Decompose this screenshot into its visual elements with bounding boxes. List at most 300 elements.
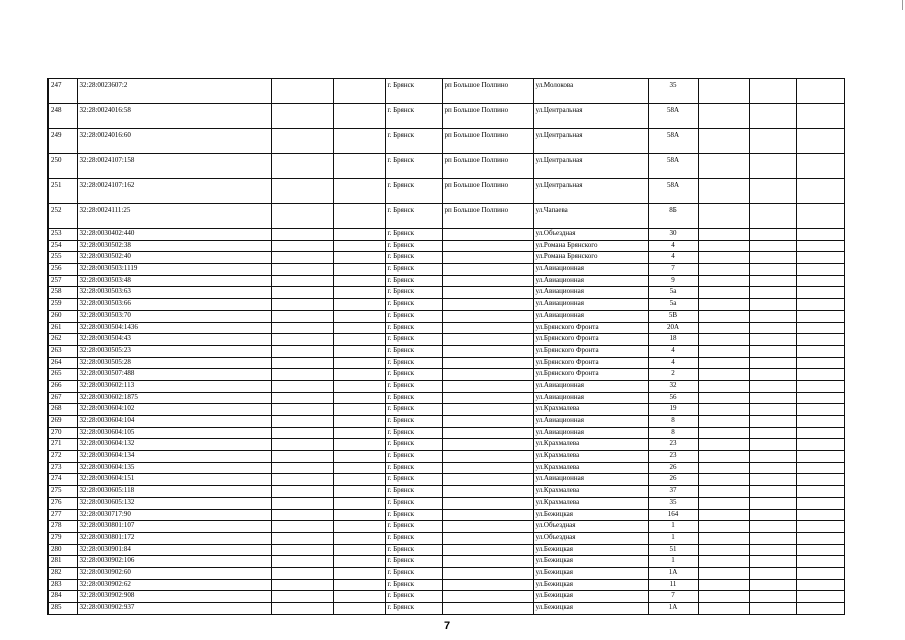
house-number-cell: 1А: [648, 603, 698, 615]
row-index-cell: 274: [48, 474, 77, 486]
cadastral-number-cell: 32:28:0030503:66: [77, 299, 271, 311]
city-cell: г. Брянск: [385, 357, 442, 369]
table-row: [48, 451, 844, 463]
blank-col-3-cell: [271, 154, 333, 179]
city-cell: г. Брянск: [385, 567, 442, 579]
row-index-cell: 265: [48, 369, 77, 381]
blank-col-4-cell: [333, 334, 385, 346]
row-index-cell: 262: [48, 334, 77, 346]
blank-col-10-cell: [749, 229, 796, 241]
row-index-cell: 277: [48, 509, 77, 521]
street-cell: ул.Брянского Фронта: [533, 345, 648, 357]
city-cell: г. Брянск: [385, 509, 442, 521]
blank-col-3-cell: [271, 439, 333, 451]
blank-col-11-cell: [796, 229, 844, 241]
house-number-cell: 5а: [648, 299, 698, 311]
city-cell: г. Брянск: [385, 275, 442, 287]
blank-col-4-cell: [333, 416, 385, 428]
settlement-cell: [442, 275, 533, 287]
row-index-cell: 285: [48, 603, 77, 615]
blank-col-10-cell: [749, 129, 796, 154]
blank-col-9-cell: [698, 486, 749, 498]
blank-col-3-cell: [271, 427, 333, 439]
house-number-cell: 32: [648, 380, 698, 392]
row-index-cell: 281: [48, 556, 77, 568]
city-cell: г. Брянск: [385, 521, 442, 533]
city-cell: г. Брянск: [385, 416, 442, 428]
blank-col-4-cell: [333, 299, 385, 311]
table-row: [48, 357, 844, 369]
city-cell: г. Брянск: [385, 380, 442, 392]
blank-col-11-cell: [796, 404, 844, 416]
blank-col-3-cell: [271, 603, 333, 615]
blank-col-9-cell: [698, 287, 749, 299]
blank-col-4-cell: [333, 357, 385, 369]
blank-col-9-cell: [698, 439, 749, 451]
blank-col-9-cell: [698, 579, 749, 591]
blank-col-9-cell: [698, 567, 749, 579]
blank-col-10-cell: [749, 392, 796, 404]
blank-col-9-cell: [698, 322, 749, 334]
row-index-cell: 266: [48, 380, 77, 392]
row-index-cell: 263: [48, 345, 77, 357]
row-index-cell: 273: [48, 462, 77, 474]
street-cell: ул.Авиационная: [533, 392, 648, 404]
blank-col-11-cell: [796, 179, 844, 204]
city-cell: г. Брянск: [385, 474, 442, 486]
blank-col-3-cell: [271, 509, 333, 521]
blank-col-4-cell: [333, 229, 385, 241]
city-cell: г. Брянск: [385, 79, 442, 104]
blank-col-4-cell: [333, 509, 385, 521]
cadastral-number-cell: 32:28:0030502:38: [77, 240, 271, 252]
house-number-cell: 11: [648, 579, 698, 591]
house-number-cell: 7: [648, 264, 698, 276]
table-row: [48, 392, 844, 404]
blank-col-10-cell: [749, 104, 796, 129]
blank-col-11-cell: [796, 310, 844, 322]
house-number-cell: 37: [648, 486, 698, 498]
blank-col-9-cell: [698, 603, 749, 615]
street-cell: ул.Бежицкая: [533, 509, 648, 521]
table-row: [48, 79, 844, 104]
blank-col-10-cell: [749, 154, 796, 179]
cadastral-number-cell: 32:28:0030602:1875: [77, 392, 271, 404]
city-cell: г. Брянск: [385, 252, 442, 264]
settlement-cell: рп Большое Полпино: [442, 154, 533, 179]
blank-col-4-cell: [333, 345, 385, 357]
row-index-cell: 268: [48, 404, 77, 416]
settlement-cell: [442, 392, 533, 404]
blank-col-3-cell: [271, 567, 333, 579]
blank-col-11-cell: [796, 486, 844, 498]
blank-col-11-cell: [796, 451, 844, 463]
blank-col-11-cell: [796, 556, 844, 568]
blank-col-11-cell: [796, 287, 844, 299]
row-index-cell: 279: [48, 532, 77, 544]
blank-col-3-cell: [271, 544, 333, 556]
blank-col-11-cell: [796, 240, 844, 252]
city-cell: г. Брянск: [385, 204, 442, 229]
blank-col-3-cell: [271, 404, 333, 416]
settlement-cell: [442, 462, 533, 474]
blank-col-9-cell: [698, 229, 749, 241]
street-cell: ул.Авиационная: [533, 299, 648, 311]
blank-col-3-cell: [271, 392, 333, 404]
table-row: [48, 556, 844, 568]
blank-col-10-cell: [749, 404, 796, 416]
row-index-cell: 256: [48, 264, 77, 276]
cadastral-number-cell: 32:28:0030604:135: [77, 462, 271, 474]
blank-col-9-cell: [698, 556, 749, 568]
city-cell: г. Брянск: [385, 104, 442, 129]
house-number-cell: 30: [648, 229, 698, 241]
blank-col-9-cell: [698, 416, 749, 428]
blank-col-11-cell: [796, 357, 844, 369]
table-row: [48, 416, 844, 428]
blank-col-9-cell: [698, 462, 749, 474]
cadastral-number-cell: 32:28:0030602:113: [77, 380, 271, 392]
house-number-cell: 19: [648, 404, 698, 416]
blank-col-10-cell: [749, 369, 796, 381]
street-cell: ул.Объездная: [533, 521, 648, 533]
row-index-cell: 249: [48, 129, 77, 154]
settlement-cell: [442, 427, 533, 439]
blank-col-10-cell: [749, 544, 796, 556]
blank-col-11-cell: [796, 474, 844, 486]
settlement-cell: [442, 252, 533, 264]
city-cell: г. Брянск: [385, 427, 442, 439]
blank-col-9-cell: [698, 104, 749, 129]
settlement-cell: рп Большое Полпино: [442, 79, 533, 104]
house-number-cell: 4: [648, 357, 698, 369]
blank-col-3-cell: [271, 380, 333, 392]
blank-col-11-cell: [796, 579, 844, 591]
city-cell: г. Брянск: [385, 532, 442, 544]
blank-col-11-cell: [796, 322, 844, 334]
row-index-cell: 284: [48, 591, 77, 603]
row-index-cell: 267: [48, 392, 77, 404]
cadastral-number-cell: 32:28:0030604:134: [77, 451, 271, 463]
row-index-cell: 269: [48, 416, 77, 428]
table-row: [48, 404, 844, 416]
cadastral-number-cell: 32:28:0030507:488: [77, 369, 271, 381]
table-row: [48, 532, 844, 544]
settlement-cell: [442, 532, 533, 544]
blank-col-3-cell: [271, 179, 333, 204]
row-index-cell: 250: [48, 154, 77, 179]
settlement-cell: рп Большое Полпино: [442, 179, 533, 204]
city-cell: г. Брянск: [385, 299, 442, 311]
street-cell: ул.Авиационная: [533, 380, 648, 392]
blank-col-4-cell: [333, 532, 385, 544]
city-cell: г. Брянск: [385, 603, 442, 615]
blank-col-10-cell: [749, 579, 796, 591]
blank-col-9-cell: [698, 345, 749, 357]
blank-col-11-cell: [796, 264, 844, 276]
blank-col-10-cell: [749, 416, 796, 428]
settlement-cell: [442, 521, 533, 533]
settlement-cell: [442, 369, 533, 381]
blank-col-4-cell: [333, 322, 385, 334]
cadastral-number-cell: 32:28:0024107:158: [77, 154, 271, 179]
street-cell: ул.Брянского Фронта: [533, 334, 648, 346]
street-cell: ул.Авиационная: [533, 264, 648, 276]
house-number-cell: 7: [648, 591, 698, 603]
blank-col-3-cell: [271, 345, 333, 357]
blank-col-9-cell: [698, 532, 749, 544]
blank-col-3-cell: [271, 416, 333, 428]
blank-col-4-cell: [333, 369, 385, 381]
blank-col-9-cell: [698, 334, 749, 346]
blank-col-11-cell: [796, 392, 844, 404]
blank-col-10-cell: [749, 275, 796, 287]
house-number-cell: 23: [648, 439, 698, 451]
row-index-cell: 261: [48, 322, 77, 334]
city-cell: г. Брянск: [385, 287, 442, 299]
blank-col-4-cell: [333, 392, 385, 404]
blank-col-3-cell: [271, 451, 333, 463]
row-index-cell: 259: [48, 299, 77, 311]
blank-col-11-cell: [796, 275, 844, 287]
blank-col-4-cell: [333, 474, 385, 486]
street-cell: ул.Объездная: [533, 229, 648, 241]
table-row: [48, 229, 844, 241]
page-number: 7: [444, 620, 451, 632]
blank-col-4-cell: [333, 404, 385, 416]
blank-col-10-cell: [749, 521, 796, 533]
blank-col-10-cell: [749, 179, 796, 204]
row-index-cell: 282: [48, 567, 77, 579]
row-index-cell: 271: [48, 439, 77, 451]
blank-col-4-cell: [333, 380, 385, 392]
blank-col-3-cell: [271, 264, 333, 276]
city-cell: г. Брянск: [385, 497, 442, 509]
blank-col-4-cell: [333, 154, 385, 179]
cadastral-number-cell: 32:28:0030902:908: [77, 591, 271, 603]
cadastral-number-cell: 32:28:0030503:48: [77, 275, 271, 287]
house-number-cell: 164: [648, 509, 698, 521]
blank-col-10-cell: [749, 486, 796, 498]
blank-col-10-cell: [749, 310, 796, 322]
settlement-cell: [442, 474, 533, 486]
blank-col-3-cell: [271, 129, 333, 154]
cadastral-number-cell: 32:28:0024016:60: [77, 129, 271, 154]
table-row: [48, 521, 844, 533]
blank-col-3-cell: [271, 369, 333, 381]
blank-col-4-cell: [333, 129, 385, 154]
blank-col-4-cell: [333, 486, 385, 498]
blank-col-3-cell: [271, 104, 333, 129]
table-row: [48, 204, 844, 229]
blank-col-9-cell: [698, 392, 749, 404]
row-index-cell: 248: [48, 104, 77, 129]
blank-col-10-cell: [749, 240, 796, 252]
settlement-cell: [442, 229, 533, 241]
table-row: [48, 154, 844, 179]
street-cell: ул.Бежицкая: [533, 567, 648, 579]
blank-col-4-cell: [333, 603, 385, 615]
table-row: [48, 544, 844, 556]
blank-col-9-cell: [698, 404, 749, 416]
settlement-cell: [442, 416, 533, 428]
blank-col-4-cell: [333, 567, 385, 579]
street-cell: ул.Центральная: [533, 154, 648, 179]
cadastral-number-cell: 32:28:0030505:23: [77, 345, 271, 357]
blank-col-4-cell: [333, 439, 385, 451]
house-number-cell: 1А: [648, 567, 698, 579]
city-cell: г. Брянск: [385, 462, 442, 474]
street-cell: ул.Авиационная: [533, 275, 648, 287]
row-index-cell: 264: [48, 357, 77, 369]
cadastral-number-cell: 32:28:0030801:107: [77, 521, 271, 533]
street-cell: ул.Центральная: [533, 129, 648, 154]
street-cell: ул.Центральная: [533, 104, 648, 129]
blank-col-10-cell: [749, 509, 796, 521]
blank-col-9-cell: [698, 299, 749, 311]
row-index-cell: 280: [48, 544, 77, 556]
settlement-cell: [442, 497, 533, 509]
cadastral-number-cell: 32:28:0030503:70: [77, 310, 271, 322]
blank-col-4-cell: [333, 579, 385, 591]
row-index-cell: 278: [48, 521, 77, 533]
table-row: [48, 240, 844, 252]
settlement-cell: [442, 240, 533, 252]
house-number-cell: 26: [648, 462, 698, 474]
table-row: [48, 462, 844, 474]
blank-col-11-cell: [796, 380, 844, 392]
street-cell: ул.Крахмалева: [533, 486, 648, 498]
street-cell: ул.Авиационная: [533, 287, 648, 299]
blank-col-9-cell: [698, 451, 749, 463]
settlement-cell: [442, 345, 533, 357]
street-cell: ул.Молокова: [533, 79, 648, 104]
blank-col-9-cell: [698, 79, 749, 104]
blank-col-9-cell: [698, 357, 749, 369]
city-cell: г. Брянск: [385, 129, 442, 154]
settlement-cell: рп Большое Полпино: [442, 104, 533, 129]
row-index-cell: 283: [48, 579, 77, 591]
city-cell: г. Брянск: [385, 579, 442, 591]
cadastral-number-cell: 32:28:0030604:151: [77, 474, 271, 486]
city-cell: г. Брянск: [385, 179, 442, 204]
house-number-cell: 2: [648, 369, 698, 381]
blank-col-10-cell: [749, 439, 796, 451]
blank-col-9-cell: [698, 591, 749, 603]
blank-col-3-cell: [271, 334, 333, 346]
house-number-cell: 1: [648, 556, 698, 568]
blank-col-4-cell: [333, 310, 385, 322]
settlement-cell: [442, 287, 533, 299]
city-cell: г. Брянск: [385, 154, 442, 179]
table-row: [48, 322, 844, 334]
settlement-cell: [442, 556, 533, 568]
cadastral-number-cell: 32:28:0030801:172: [77, 532, 271, 544]
settlement-cell: [442, 486, 533, 498]
city-cell: г. Брянск: [385, 451, 442, 463]
blank-col-10-cell: [749, 591, 796, 603]
blank-col-11-cell: [796, 567, 844, 579]
blank-col-9-cell: [698, 252, 749, 264]
city-cell: г. Брянск: [385, 310, 442, 322]
cadastral-number-cell: 32:28:0030605:118: [77, 486, 271, 498]
settlement-cell: [442, 544, 533, 556]
street-cell: ул.Бежицкая: [533, 544, 648, 556]
blank-col-9-cell: [698, 497, 749, 509]
table-row: [48, 567, 844, 579]
table-row: [48, 579, 844, 591]
settlement-cell: [442, 567, 533, 579]
house-number-cell: 58А: [648, 154, 698, 179]
blank-col-10-cell: [749, 322, 796, 334]
blank-col-11-cell: [796, 79, 844, 104]
city-cell: г. Брянск: [385, 369, 442, 381]
cadastral-number-cell: 32:28:0030902:937: [77, 603, 271, 615]
cadastral-number-cell: 32:28:0024107:162: [77, 179, 271, 204]
settlement-cell: [442, 509, 533, 521]
house-number-cell: 1: [648, 532, 698, 544]
blank-col-10-cell: [749, 345, 796, 357]
city-cell: г. Брянск: [385, 229, 442, 241]
house-number-cell: 58А: [648, 129, 698, 154]
cadastral-number-cell: 32:28:0030504:1436: [77, 322, 271, 334]
city-cell: г. Брянск: [385, 264, 442, 276]
blank-col-10-cell: [749, 427, 796, 439]
blank-col-10-cell: [749, 462, 796, 474]
blank-col-9-cell: [698, 204, 749, 229]
table-row: [48, 104, 844, 129]
blank-col-3-cell: [271, 357, 333, 369]
table-row: [48, 439, 844, 451]
city-cell: г. Брянск: [385, 486, 442, 498]
street-cell: ул.Бежицкая: [533, 591, 648, 603]
blank-col-11-cell: [796, 416, 844, 428]
blank-col-11-cell: [796, 129, 844, 154]
cadastral-number-cell: 32:28:0030503:1119: [77, 264, 271, 276]
blank-col-3-cell: [271, 591, 333, 603]
settlement-cell: [442, 404, 533, 416]
settlement-cell: рп Большое Полпино: [442, 204, 533, 229]
blank-col-10-cell: [749, 357, 796, 369]
table-row: [48, 509, 844, 521]
table-row: [48, 310, 844, 322]
table-row: [48, 264, 844, 276]
blank-col-3-cell: [271, 275, 333, 287]
street-cell: ул.Чапаева: [533, 204, 648, 229]
blank-col-4-cell: [333, 204, 385, 229]
blank-col-10-cell: [749, 497, 796, 509]
blank-col-11-cell: [796, 532, 844, 544]
cadastral-number-cell: 32:28:0030901:84: [77, 544, 271, 556]
city-cell: г. Брянск: [385, 334, 442, 346]
settlement-cell: [442, 310, 533, 322]
row-index-cell: 275: [48, 486, 77, 498]
settlement-cell: [442, 439, 533, 451]
city-cell: г. Брянск: [385, 544, 442, 556]
table-row: [48, 129, 844, 154]
house-number-cell: 58А: [648, 179, 698, 204]
cadastral-number-cell: 32:28:0030902:106: [77, 556, 271, 568]
blank-col-11-cell: [796, 497, 844, 509]
street-cell: ул.Крахмалева: [533, 404, 648, 416]
blank-col-3-cell: [271, 521, 333, 533]
street-cell: ул.Авиационная: [533, 474, 648, 486]
blank-col-3-cell: [271, 79, 333, 104]
city-cell: г. Брянск: [385, 404, 442, 416]
blank-col-3-cell: [271, 462, 333, 474]
blank-col-3-cell: [271, 474, 333, 486]
cadastral-number-cell: 32:28:0030604:105: [77, 427, 271, 439]
